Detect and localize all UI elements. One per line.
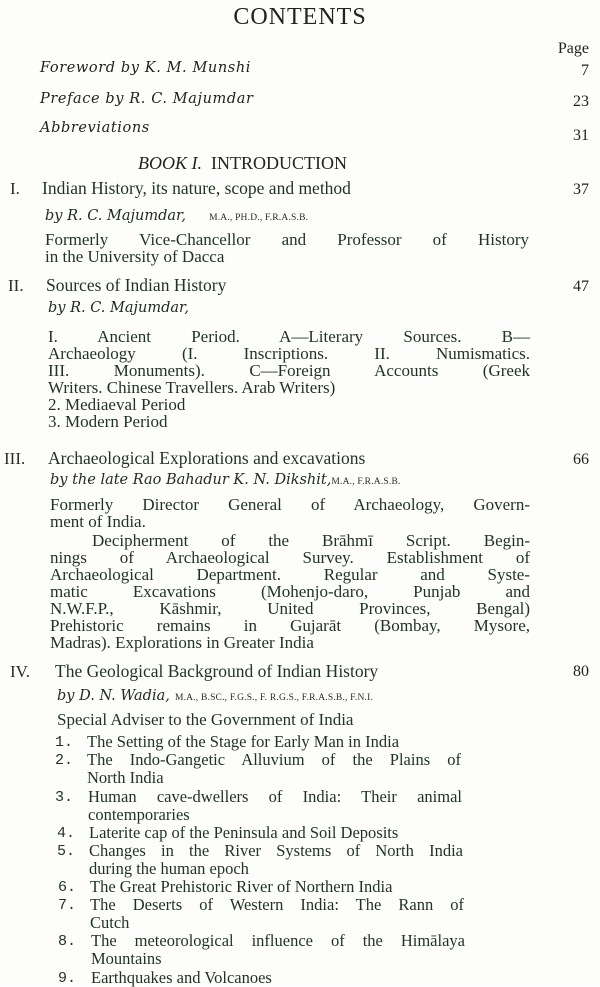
- chapter-4-byline: [57, 685, 373, 704]
- chapter-2-page: 47: [573, 278, 589, 295]
- chapter-3-qualifications: M.A., F.R.A.S.B.: [331, 477, 401, 487]
- chapter-1-affiliation: Formerly Vice-Chancellor and Professor of History in the University of Dacca: [45, 230, 529, 266]
- contents-page: CONTENTS Page Foreword by K. M. Munshi 7 Preface by R. C. Majumdar 23 Abbreviations 31 BOOK I. INTRODUCTION I. Indian History, its nature, scope and method 37 by R. C. Majumdar, M.A., PH.D., F.R.A.S.B. Formerly Vice-Chancellor and Professor of History in the University of Dacca II. Sources of Indian History 47 by R. C. Majumdar, I. Ancient Period. A—Literary Sources. B— Archaeology (I. Inscriptions. II. Numismatics. III. Monuments). C—Foreign Accounts (Greek Writers. Chinese Travellers. Arab Writers) 2. Mediaeval Period 3. Modern Period III. Archaeological Explorations and excavations 66 by the late Rao Bahadur K. N. Dikshit,M.A., F.R.A.S.B. Formerly Director General of Archaeology, Govern- ment of India. Decipherment of the Brāhmī Script. Begin- nings of Archaeological Survey. Establishment of Archaeological Department. Regular and Syste- matic Excavations (Mohenjo-daro, Punjab and N.W.F.P., Kāshmir, United Provinces, Bengal) Prehistoric remains in Gujarāt (Bombay, Mysore, Madras). Explorations in Greater India IV. The Geological Background of Indian History 80 by D. N. Wadia, M.A., B.SC., F.G.S., F. R.G.S., F.R.A.S.B., F.N.I. Special Adviser to the Government of India 1. The Setting of the Stage for Early Man in India 2. The Indo-Gangetic Alluvium of the Plains of North India 3. Human cave-dwellers of India: Their animal contemporaries 4. Laterite cap of the Peninsula and Soil Deposits 5. Changes in the River Systems of North India during the human epoch 6. The Great Prehistoric River of Northern India 7. The Deserts of Western India: The Rann of Cutch 8. The meteorological influence of the Himālaya Mountains 9. Earthquakes and Volcanoes: [0, 0, 600, 986]
- chapter-2-summary: I. Ancient Period. A—Literary Sources. B— Archaeology (I. Inscriptions. II. Numismatics. III. Monuments). C—Foreign Accounts (Greek Writers. Chinese Travellers. Arab Writers) 2. Mediaeval Period 3. Modern Period: [48, 327, 530, 431]
- front-matter-abbreviations[interactable]: Abbreviations: [40, 120, 150, 136]
- chapter-3-summary: Decipherment of the Brāhmī Script. Begin- nings of Archaeological Survey. Establishment of Archaeological Department. Regular and Syste- matic Excavations (Mohenjo-daro, Punjab and N.W.F.P., Kāshmir, United Provinces, Bengal) Prehistoric remains in Gujarāt (Bombay, Mysore, Madras). Explorations in Greater India: [50, 531, 530, 652]
- chapter-4-affiliation: Special Adviser to the Government of India: [57, 710, 354, 729]
- book-label: BOOK I.: [138, 153, 202, 173]
- chapter-1-qualifications: M.A., PH.D., F.R.A.S.B.: [209, 213, 309, 223]
- book-heading: [138, 153, 347, 174]
- chapter-2-title[interactable]: Sources of Indian History: [46, 275, 227, 295]
- front-matter-foreword-page: 7: [581, 62, 589, 79]
- chapter-1-page: 37: [573, 181, 589, 198]
- chapter-1-title[interactable]: Indian History, its nature, scope and method: [42, 178, 351, 198]
- chapter-4-qualifications: M.A., B.SC., F.G.S., F. R.G.S., F.R.A.S.B., F.N.I.: [174, 693, 374, 703]
- book-title: INTRODUCTION: [211, 153, 347, 173]
- chapter-4-title[interactable]: The Geological Background of Indian History: [55, 661, 379, 681]
- chapter-1-byline: [45, 205, 308, 224]
- front-matter-abbreviations-page: 31: [573, 127, 589, 144]
- front-matter-preface-page: 23: [573, 93, 589, 110]
- chapter-3-title[interactable]: Archaeological Explorations and excavations: [48, 448, 366, 468]
- page-column-label: Page: [557, 40, 589, 57]
- chapter-3-byline: [50, 469, 401, 488]
- chapter-2-author: by R. C. Majumdar,: [48, 300, 189, 316]
- front-matter-foreword[interactable]: Foreword by K. M. Munshi: [40, 60, 252, 76]
- chapter-4-page: 80: [573, 663, 589, 680]
- chapter-3-affiliation: Formerly Director General of Archaeology, Govern- ment of India.: [50, 495, 530, 531]
- chapter-3-page: 66: [573, 451, 589, 468]
- page-title: CONTENTS: [233, 4, 367, 30]
- chapter-3-author: by the late Rao Bahadur K. N. Dikshit,: [50, 472, 332, 488]
- front-matter-preface[interactable]: Preface by R. C. Majumdar: [40, 91, 254, 107]
- chapter-3-number: III.: [4, 449, 26, 468]
- chapter-1-author: by R. C. Majumdar,: [45, 208, 186, 224]
- chapter-4-number: IV.: [10, 662, 30, 681]
- chapter-1-number: I.: [10, 179, 20, 198]
- chapter-4-author: by D. N. Wadia,: [57, 688, 170, 704]
- chapter-2-number: II.: [8, 276, 24, 295]
